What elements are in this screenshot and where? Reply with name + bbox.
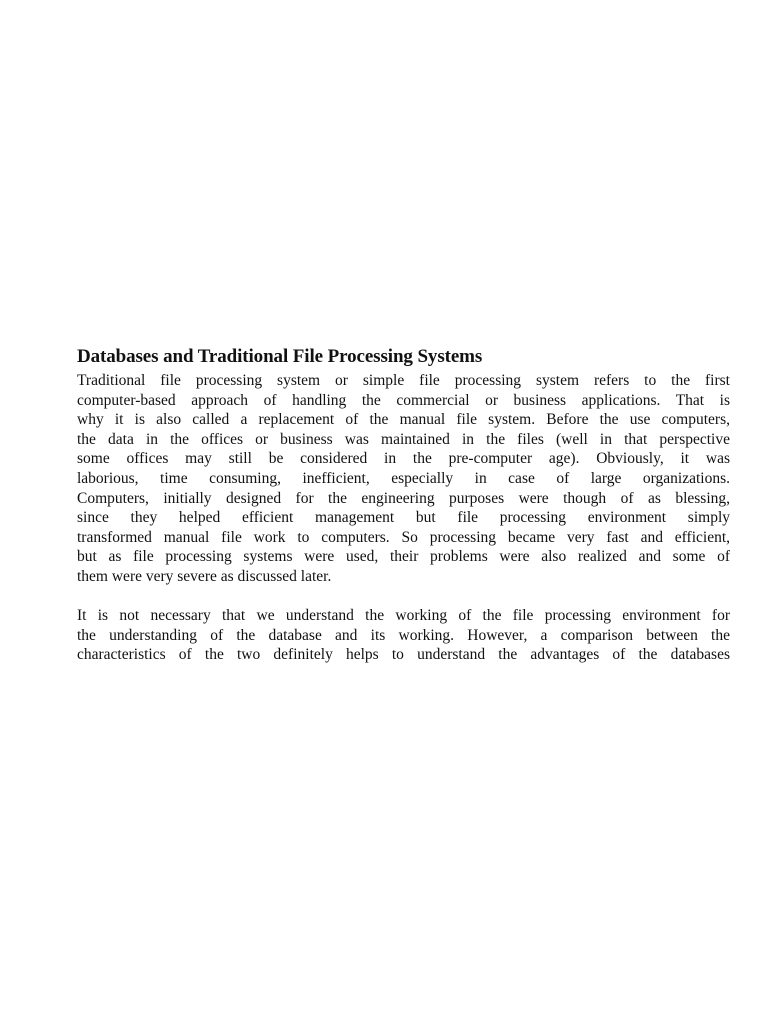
paragraph-1 bbox=[77, 371, 730, 587]
paragraph-line: It is not necessary that we understand the working of the file processing environment for bbox=[77, 607, 730, 625]
paragraph-line: why it is also called a replacement of the manual file system. Before the use computers, bbox=[77, 411, 730, 429]
paragraph-line: some offices may still be considered in the pre-computer age). Obviously, it was bbox=[77, 450, 730, 468]
paragraph-line: characteristics of the two definitely helps to understand the advantages of the databases bbox=[77, 646, 730, 664]
paragraph-line: since they helped efficient management but file processing environment simply bbox=[77, 509, 730, 527]
section-heading: Databases and Traditional File Processing Systems bbox=[77, 346, 483, 367]
paragraph-line: Computers, initially designed for the engineering purposes were though of as blessing, bbox=[77, 489, 730, 507]
paragraph-line: transformed manual file work to computers. So processing became very fast and efficient, bbox=[77, 528, 730, 546]
document-content bbox=[77, 345, 730, 665]
paragraph-line: them were very severe as discussed later. bbox=[77, 567, 332, 585]
paragraph-line: Traditional file processing system or simple file processing system refers to the first bbox=[77, 372, 730, 389]
paragraph-line: computer-based approach of handling the commercial or business applications. That is bbox=[77, 391, 730, 409]
paragraph-line: the data in the offices or business was maintained in the files (well in that perspective bbox=[77, 430, 730, 448]
paragraph-line: laborious, time consuming, inefficient, especially in case of large organizations. bbox=[77, 469, 730, 487]
paragraph-line: but as file processing systems were used, their problems were also realized and some of bbox=[77, 548, 730, 566]
paragraph-2 bbox=[77, 606, 730, 665]
paragraph-line: the understanding of the database and its working. However, a comparison between the bbox=[77, 626, 730, 644]
